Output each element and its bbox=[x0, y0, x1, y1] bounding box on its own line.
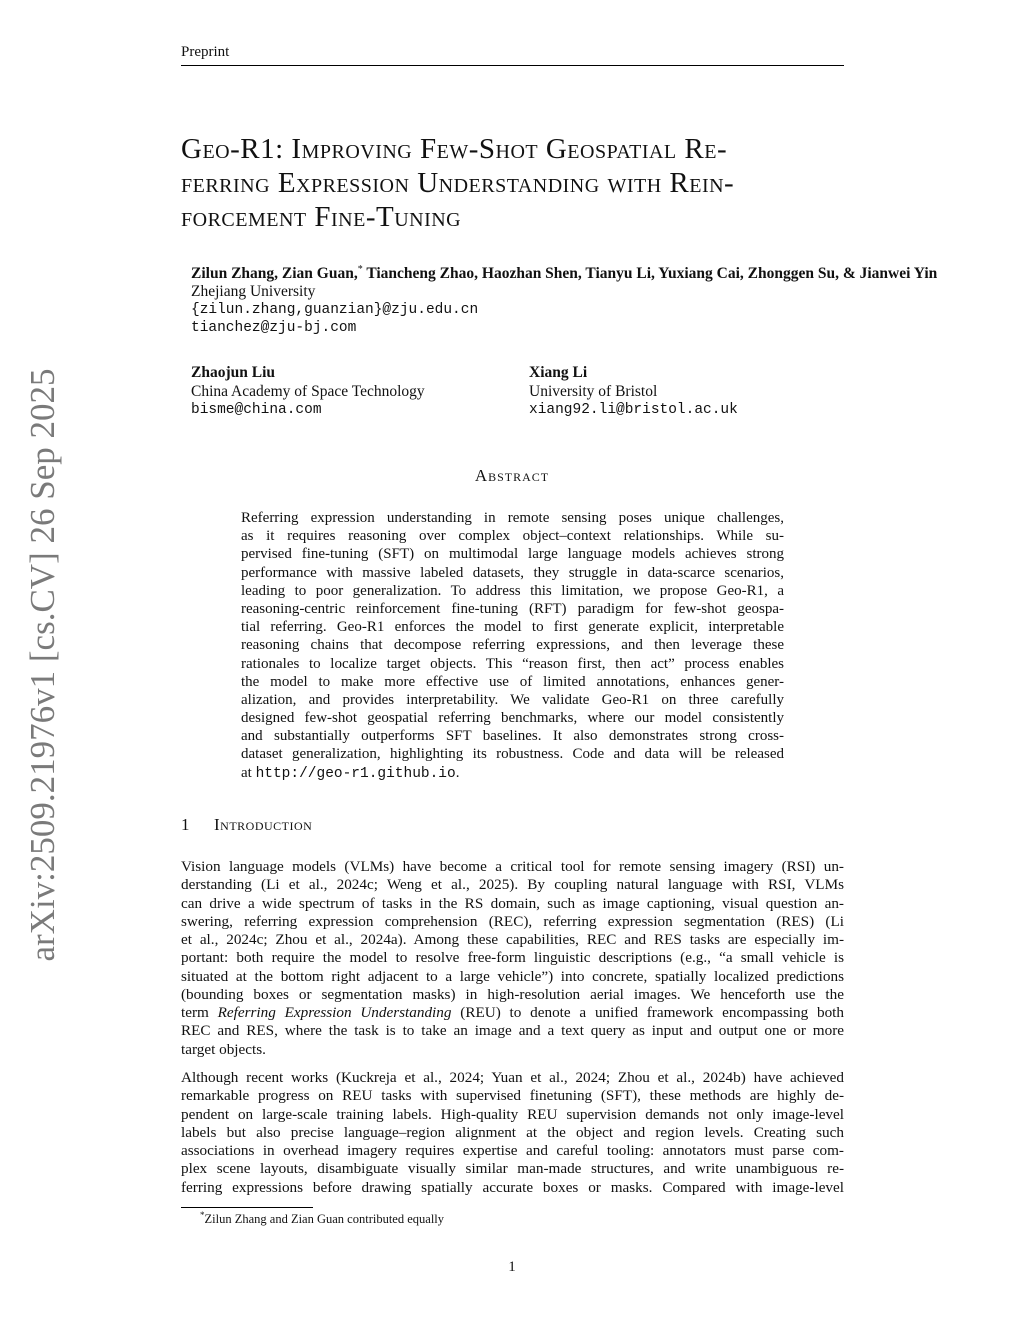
abstract-line: reasoning chains that decompose referring expressions, and then leverage these bbox=[241, 637, 784, 654]
author-names-part-1: Zilun Zhang, Zian Guan, bbox=[191, 265, 358, 283]
abstract-line: Referring expression understanding in remote sensing poses unique challenges, bbox=[241, 510, 784, 526]
author-block bbox=[191, 261, 937, 337]
paragraph-line: et al., 2024c; Zhou et al., 2024a). Among these capabilities, REC and RES tasks are especially im- bbox=[181, 931, 844, 948]
title-line: ferring Expression Understanding with Rein- bbox=[181, 167, 735, 199]
abstract-line: reasoning-centric reinforcement fine-tuning (RFT) paradigm for few-shot geospa- bbox=[241, 600, 784, 617]
footnote-mark: * bbox=[200, 1210, 205, 1220]
coauthor-name: Zhaojun Liu bbox=[191, 364, 276, 381]
author-names-part-2: Tiancheng Zhao, Haozhan Shen, Tianyu Li, Yuxiang Cai, Zhonggen Su, & Jianwei Yin bbox=[362, 265, 938, 283]
paragraph-line: portant: both require the model to resolve free-form linguistic descriptions (e.g., “a small vehicle is bbox=[181, 949, 844, 967]
paragraph-line: pendent on large-scale training labels. High-quality REU supervision demands not only image-level bbox=[181, 1105, 844, 1123]
abstract-line: rationales to localize target objects. This “reason first, then act” process enables bbox=[241, 655, 784, 672]
paragraph-line: can drive a wide spectrum of tasks in the RS domain, such as image captioning, visual question an- bbox=[181, 894, 844, 912]
coauthor-name: Xiang Li bbox=[529, 364, 588, 381]
paragraph-line: plex scene layouts, disambiguate visually similar man-made structures, and write unambiguous re- bbox=[181, 1160, 844, 1178]
section-heading-introduction bbox=[181, 815, 312, 835]
author-email: tianchez@zju-bj.com bbox=[191, 320, 357, 337]
paragraph-line bbox=[181, 1004, 844, 1022]
line-segment: (REU) to denote a unified framework encompassing both bbox=[451, 1004, 844, 1021]
footnote bbox=[200, 1210, 444, 1227]
section-number: 1 bbox=[181, 815, 190, 834]
title-line: Geo-R1: Improving Few-Shot Geospatial Re- bbox=[181, 133, 728, 165]
equal-contribution-mark: * bbox=[357, 264, 363, 275]
coauthor-affiliation: China Academy of Space Technology bbox=[191, 383, 425, 400]
abstract-line: performance with massive labeled datasets, they struggle in data-scarce scenarios, bbox=[241, 564, 784, 581]
coauthor-affiliation: University of Bristol bbox=[529, 383, 658, 400]
paragraph-line: associations in overhead imagery requires expertise and careful tooling: annotators must parse com- bbox=[181, 1142, 844, 1159]
coauthor-email: bisme@china.com bbox=[191, 402, 322, 418]
abstract-heading: Abstract bbox=[474, 466, 550, 485]
abstract-line: as it requires reasoning over complex object–context relationships. While su- bbox=[241, 528, 784, 545]
coauthor-email: xiang92.li@bristol.ac.uk bbox=[529, 402, 738, 418]
abstract-line: dataset generalization, highlighting its robustness. Code and data will be released bbox=[241, 746, 784, 763]
abstract-body bbox=[241, 509, 784, 782]
paragraph-line: remarkable progress on REU tasks with supervised finetuning (SFT), these methods are highly de- bbox=[181, 1087, 844, 1105]
project-link[interactable]: http://geo-r1.github.io bbox=[255, 765, 456, 782]
section-title: Introduction bbox=[214, 815, 313, 834]
coauthor-block bbox=[529, 363, 738, 420]
abstract-last-suffix: . bbox=[455, 764, 460, 781]
author-email: {zilun.zhang,guanzian}@zju.edu.cn bbox=[191, 302, 479, 319]
paragraph-line: REC and RES, where the task is to take an image and a text query as input and output one or more bbox=[181, 1022, 844, 1040]
paper-title bbox=[181, 132, 861, 234]
paragraph-line: derstanding (Li et al., 2024c; Weng et al., 2025). By coupling natural language with RSI, VLMs bbox=[181, 876, 844, 894]
header-rule bbox=[181, 65, 844, 66]
footnote-rule bbox=[181, 1207, 313, 1208]
paragraph-line: swering, referring expression comprehension (REC), referring expression segmentation (RES) (Li bbox=[181, 912, 844, 930]
paragraph-line: ferring expressions before drawing spatially accurate boxes or masks. Compared with image-level bbox=[181, 1178, 844, 1196]
paragraph-line: (bounding boxes or segmentation masks) in high-resolution aerial images. We henceforth use the bbox=[181, 985, 844, 1003]
paragraph-line: Vision language models (VLMs) have become a critical tool for remote sensing imagery (RSI) un- bbox=[181, 858, 844, 875]
author-affiliation: Zhejiang University bbox=[191, 283, 316, 301]
intro-paragraph-2 bbox=[181, 1069, 844, 1197]
paragraph-line: Although recent works (Kuckreja et al., 2024; Yuan et al., 2024; Zhou et al., 2024b) have achieved bbox=[181, 1069, 844, 1086]
abstract-line: pervised fine-tuning (SFT) on multimodal large language models achieves strong bbox=[241, 546, 784, 563]
author-names bbox=[191, 261, 937, 283]
arxiv-stamp: arXiv:2509.21976v1 [cs.CV] 26 Sep 2025 bbox=[23, 368, 62, 962]
paragraph-line: situated at the bottom right adjacent to a large vehicle”) into concrete, spatially localized predictions bbox=[181, 967, 844, 985]
title-line: forcement Fine-Tuning bbox=[181, 201, 462, 233]
paragraph-line: labels but also precise language–region alignment at the object and region levels. Creating such bbox=[181, 1123, 844, 1141]
abstract-line: leading to poor generalization. To address this limitation, we propose Geo-R1, a bbox=[241, 582, 784, 599]
abstract-line: alization, and provides interpretability. We validate Geo-R1 on three carefully bbox=[241, 691, 784, 708]
paragraph-line: target objects. bbox=[181, 1040, 266, 1058]
abstract-line: and substantially outperforms SFT baselines. It also demonstrates strong cross- bbox=[241, 728, 784, 745]
intro-paragraph-1 bbox=[181, 858, 844, 1059]
term-emphasis: Referring Expression Understanding bbox=[217, 1004, 452, 1021]
abstract-line: tial referring. Geo-R1 enforces the model to first generate explicit, interpretable bbox=[241, 619, 784, 636]
page-number: 1 bbox=[508, 1259, 516, 1275]
abstract-line: the model to make more effective use of limited annotations, enhances gener- bbox=[241, 673, 784, 690]
footnote-text: Zilun Zhang and Zian Guan contributed equally bbox=[204, 1212, 445, 1227]
line-segment: term bbox=[181, 1004, 218, 1021]
abstract-line bbox=[241, 764, 784, 782]
running-header: Preprint bbox=[181, 44, 230, 60]
abstract-last-prefix: at bbox=[241, 764, 256, 781]
abstract-line: designed few-shot geospatial referring benchmarks, where our model consistently bbox=[241, 710, 784, 727]
coauthor-block bbox=[191, 363, 425, 420]
